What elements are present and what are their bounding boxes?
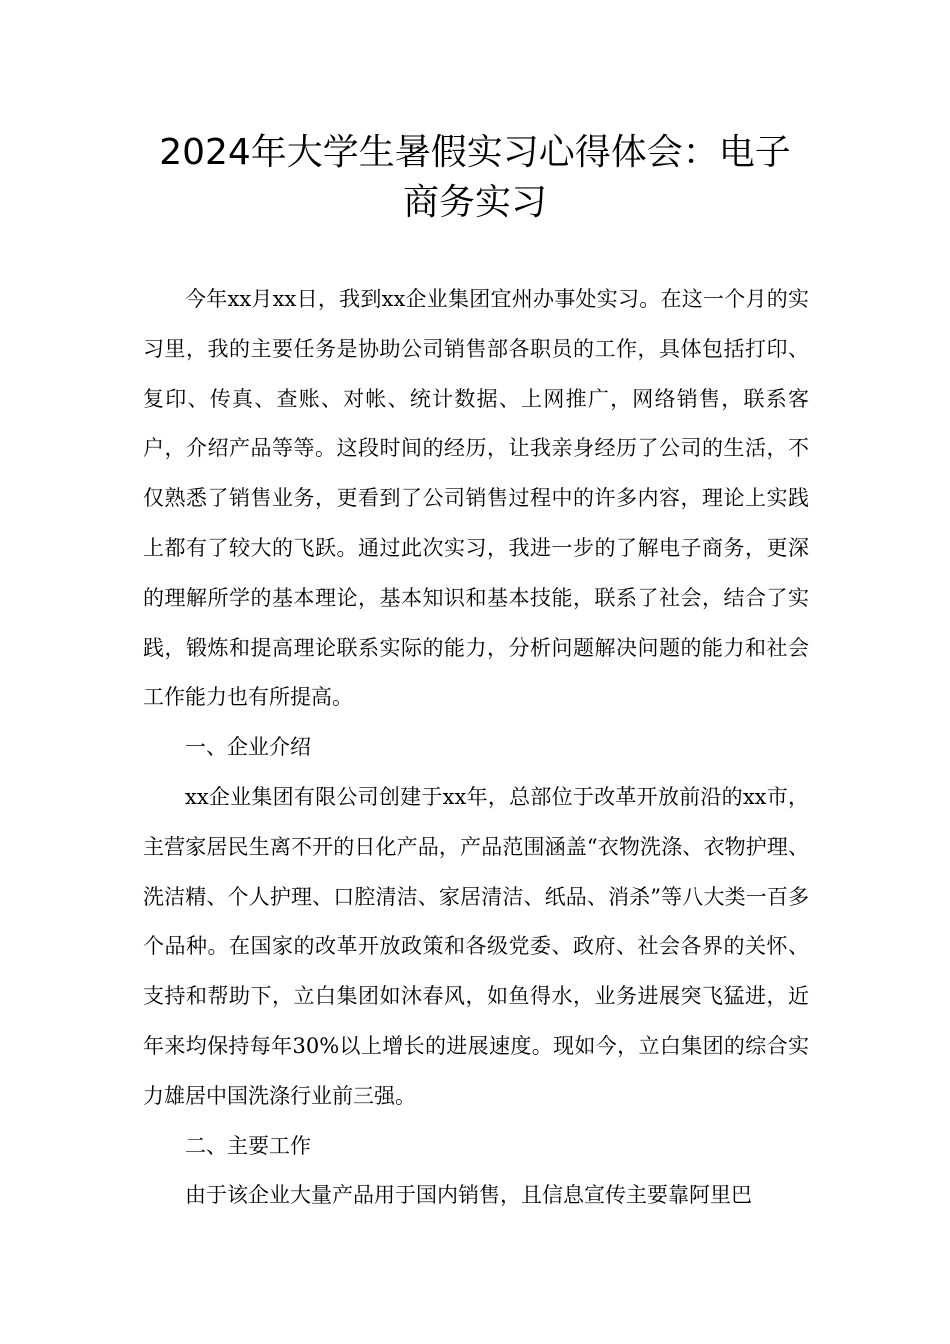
section-heading-company: 一、企业介绍 <box>185 735 311 760</box>
document-title <box>130 128 820 228</box>
paragraph-company: xx企业集团有限公司创建于xx年，总部位于改革开放前沿的xx市，主营家居民生离不开的日化产品，产品范围涵盖“衣物洗涤、衣物护理、洗洁精、个人护理、口腔清洁、家居清洁、纸品、消杀”等八大类一百多个品种。在国家的改革开放政策和各级党委、政府、社会各界的关怀、支持和帮助下，立白集团如沐春风，如鱼得水，业务进展突飞猛进，近年来均保持每年30%以上增长的进展速度。现如今，立白集团的综合实力雄居中国洗涤行业前三强。 <box>143 784 809 1108</box>
title-line-1: 2024年大学生暑假实习心得体会：电子 <box>159 132 791 173</box>
paragraph-intro: 今年xx月xx日，我到xx企业集团宜州办事处实习。在这一个月的实习里，我的主要任务是协助公司销售部各职员的工作，具体包括打印、复印、传真、查账、对帐、统计数据、上网推广，网络销售，联系客户，介绍产品等等。这段时间的经历，让我亲身经历了公司的生活，不仅熟悉了销售业务，更看到了公司销售过程中的许多内容，理论上实践上都有了较大的飞跃。通过此次实习，我进一步的了解电子商务，更深的理解所学的基本理论，基本知识和基本技能，联系了社会，结合了实践，锻炼和提高理论联系实际的能力，分析问题解决问题的能力和社会工作能力也有所提高。 <box>143 287 809 710</box>
paragraph-work: 由于该企业大量产品用于国内销售，且信息宣传主要靠阿里巴 <box>185 1183 752 1208</box>
title-line-2: 商务实习 <box>402 182 547 223</box>
section-heading-work: 二、主要工作 <box>185 1133 311 1158</box>
document-body <box>143 275 809 1221</box>
